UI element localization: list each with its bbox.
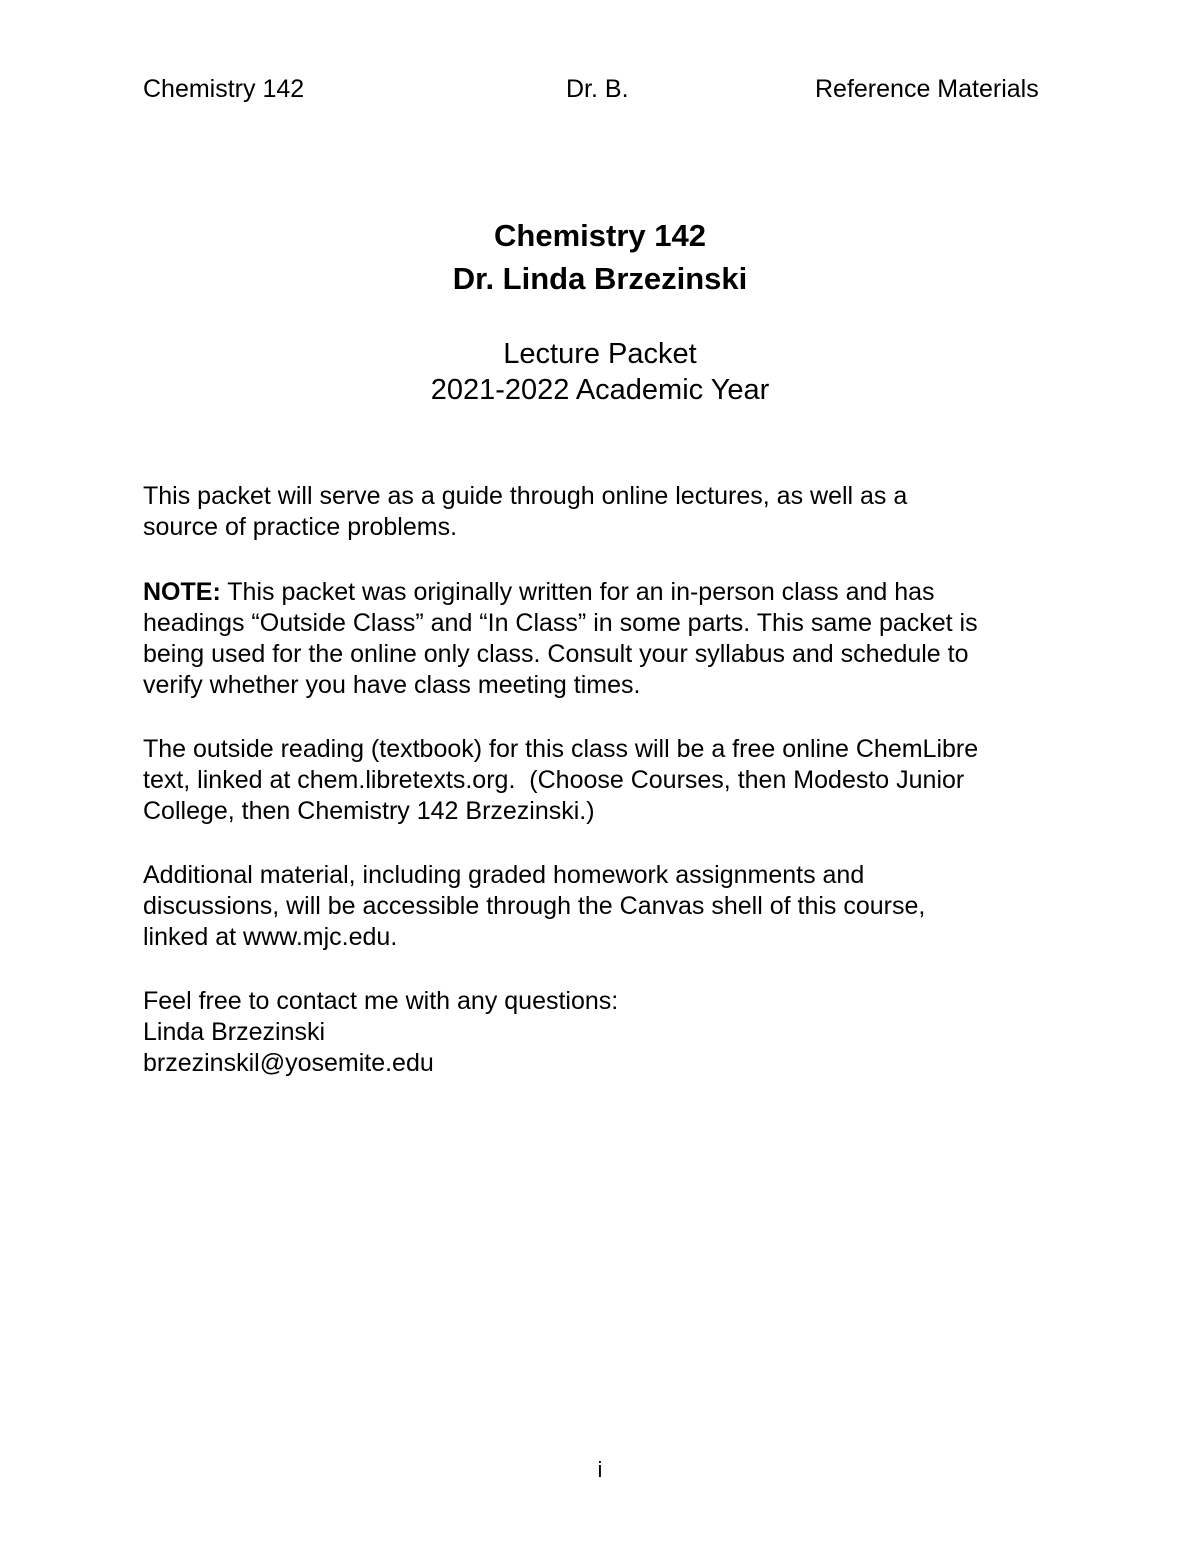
note-line: being used for the online only class. Consult your syllabus and schedule to [143,640,969,668]
subtitle-block [0,336,1200,408]
note-line: headings “Outside Class” and “In Class” in some parts. This same packet is [143,609,978,637]
packet-title: Lecture Packet [503,338,697,370]
contact-line: Feel free to contact me with any questions: [143,987,619,1015]
additional-line: Additional material, including graded homework assignments and [143,861,865,889]
header-section: Reference Materials [815,75,1039,103]
additional-materials-paragraph [143,860,1073,953]
header-instructor: Dr. B. [566,75,629,103]
additional-line: discussions, will be accessible through the Canvas shell of this course, [143,892,926,920]
title-block [0,214,1200,300]
contact-paragraph [143,986,1073,1079]
reading-paragraph [143,734,1073,827]
contact-name: Linda Brzezinski [143,1018,326,1046]
note-line: verify whether you have class meeting times. [143,671,641,699]
note-line [143,577,1073,608]
header-course: Chemistry 142 [143,75,305,103]
reading-line: College, then Chemistry 142 Brzezinski.) [143,797,595,825]
note-paragraph [143,577,1073,701]
additional-line: linked at www.mjc.edu. [143,923,398,951]
academic-year: 2021-2022 Academic Year [430,374,770,406]
course-title: Chemistry 142 [494,218,706,253]
instructor-name: Dr. Linda Brzezinski [452,261,748,296]
intro-paragraph [143,481,1073,543]
note-label: NOTE: [143,578,221,606]
note-text: This packet was originally written for an in-person class and has [220,578,935,606]
page-number: i [597,1457,603,1482]
contact-email: brzezinskil@yosemite.edu [143,1049,434,1077]
reading-line: text, linked at chem.libretexts.org. (Choose Courses, then Modesto Junior [143,766,965,794]
running-header [0,72,1200,106]
intro-line: This packet will serve as a guide through online lectures, as well as a [143,482,908,510]
intro-line: source of practice problems. [143,513,458,541]
reading-line: The outside reading (textbook) for this class will be a free online ChemLibre [143,735,979,763]
